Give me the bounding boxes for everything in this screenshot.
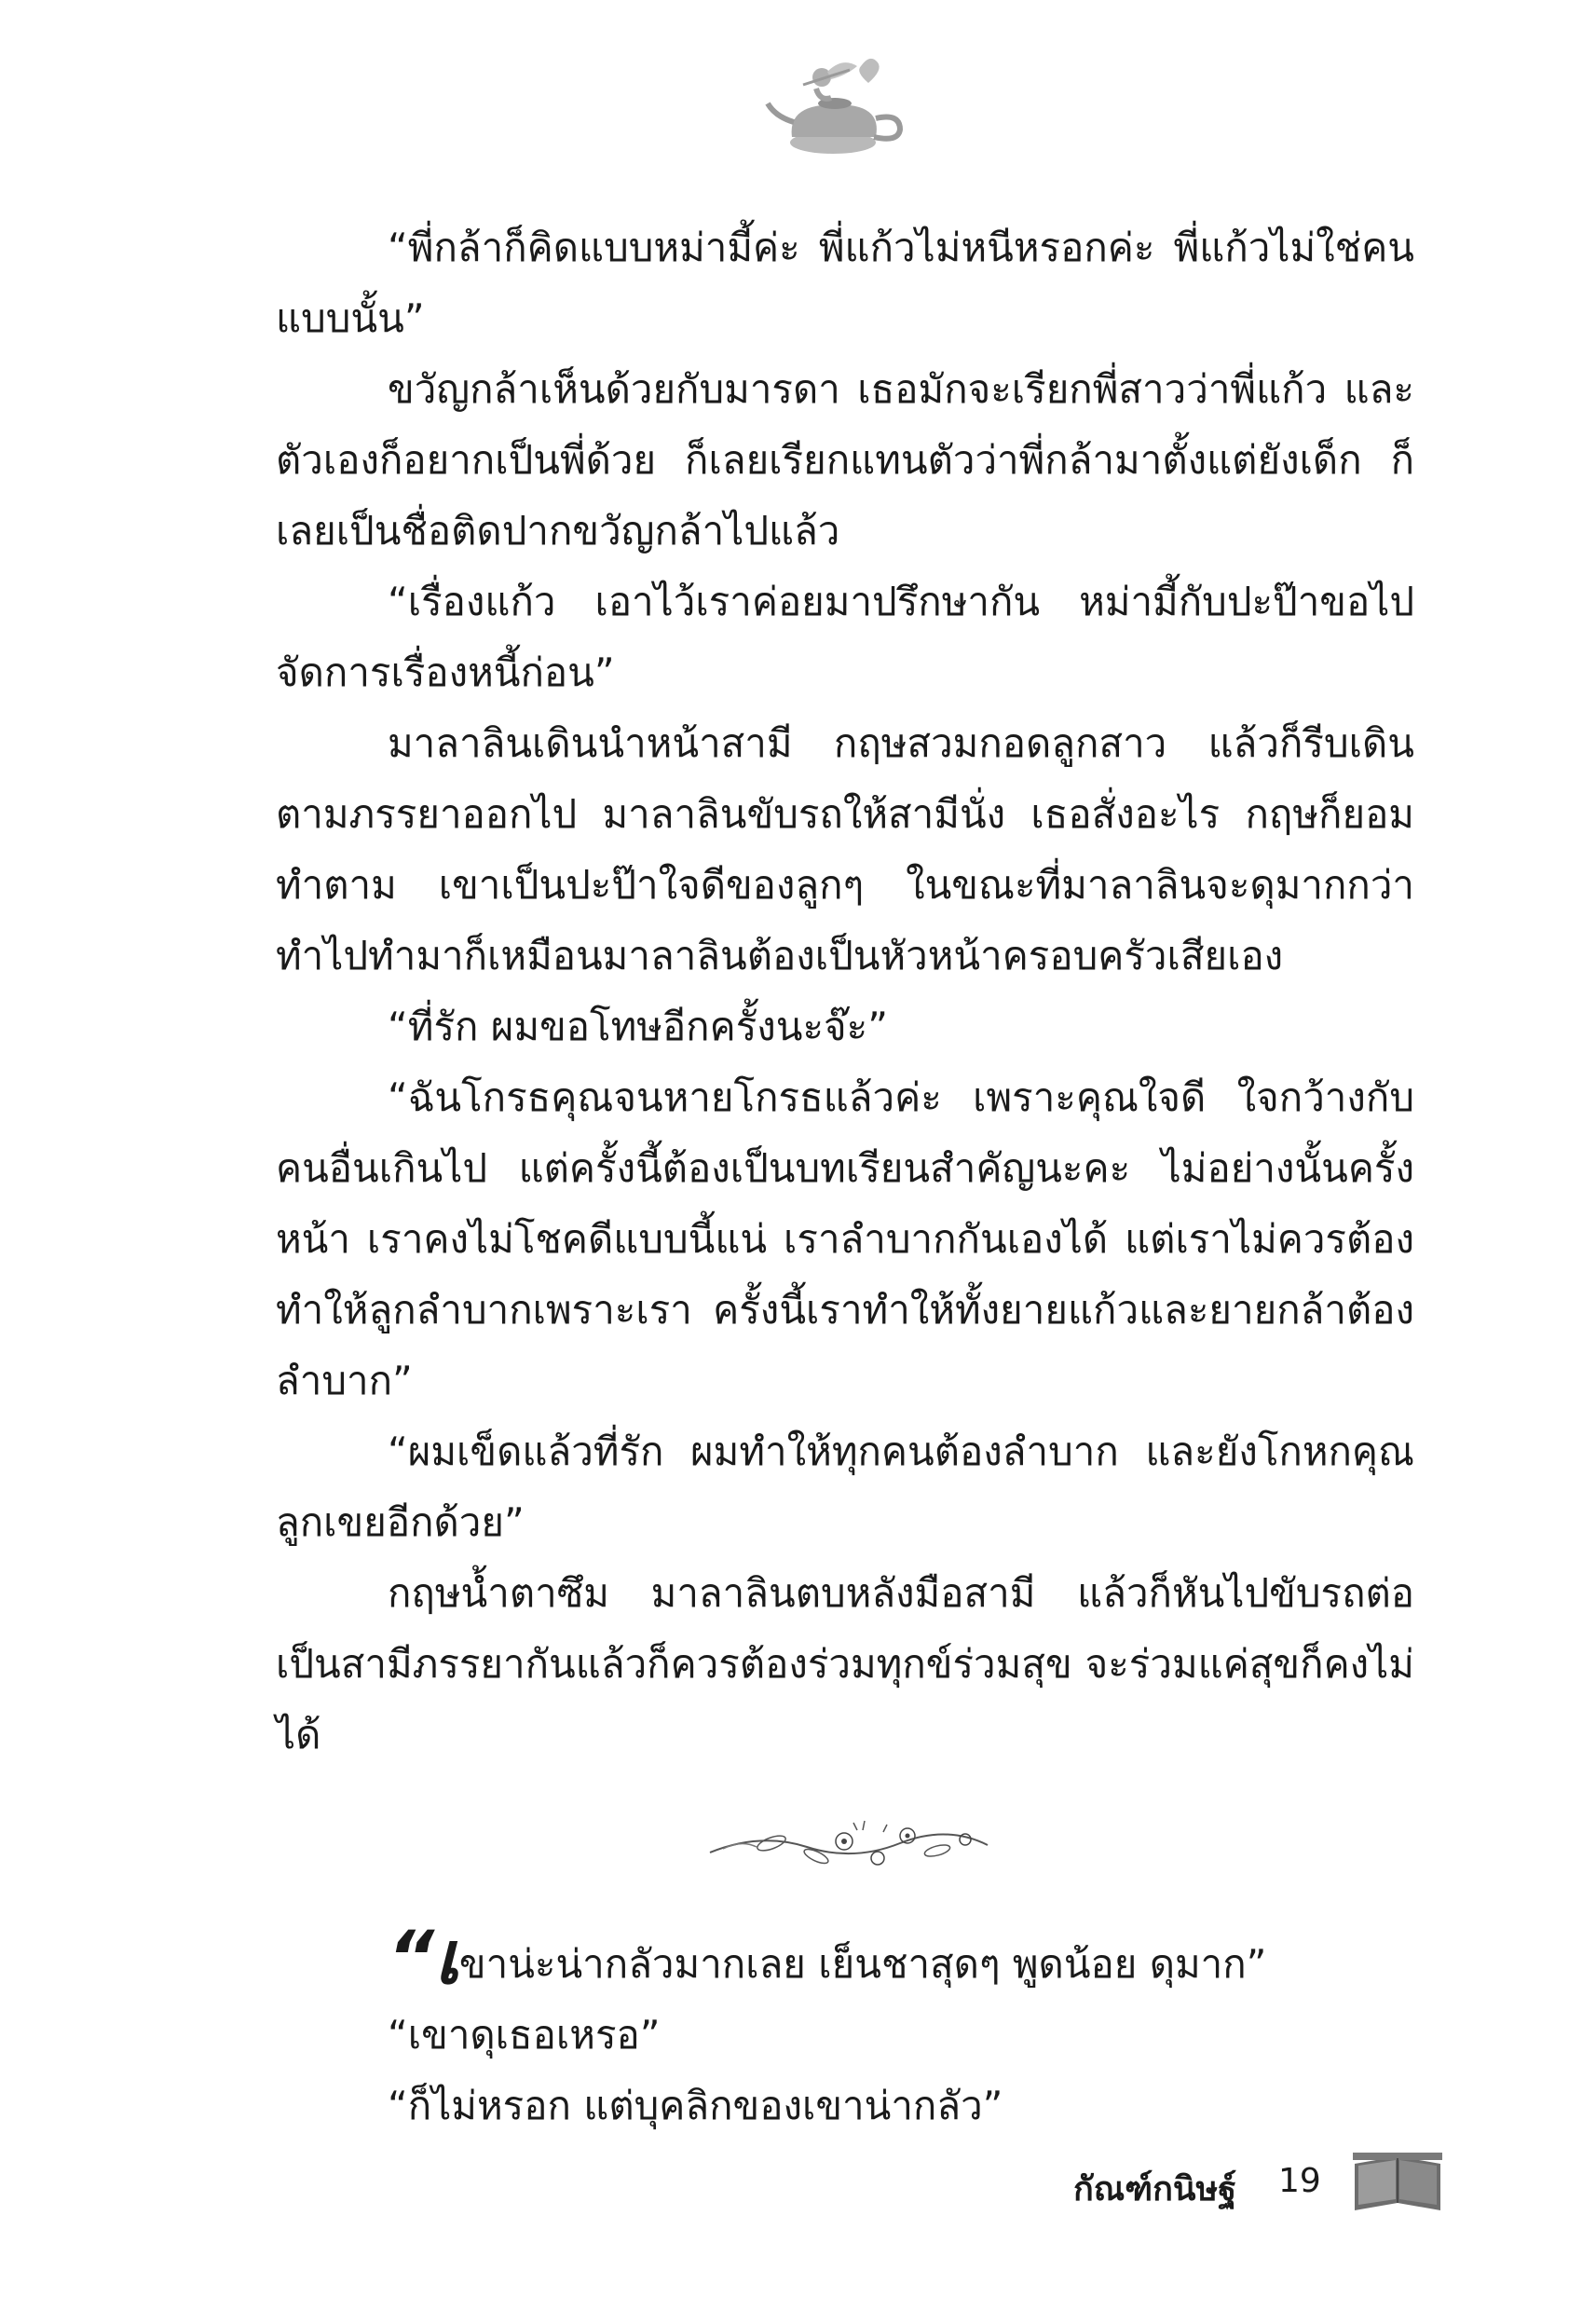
drop-cap: “เ xyxy=(388,1917,459,2001)
paragraph: มาลาลินเดินนำหน้าสามี กฤษสวมกอดลูกสาว แล้วก็รีบเดินตามภรรยาออกไป มาลาลินขับรถให้สามีนั่ง เธอสั่งอะไร กฤษก็ยอมทำตาม เขาเป็นปะป๊าใจดีของลูกๆ ในขณะที่มาลาลินจะดุมากกว่า ทำไปทำมาก็เหมือนมาลาลินต้องเป็นหัวหน้าครอบครัวเสียเอง xyxy=(276,720,1414,978)
first-line-text: ขาน่ะน่ากลัวมากเลย เย็นชาสุดๆ พูดน้อย ดุมาก” xyxy=(458,1941,1267,1987)
open-book-icon xyxy=(1349,2143,1446,2218)
paragraph: “เรื่องแก้ว เอาไว้เราค่อยมาปรึกษากัน หม่ามี้กับปะป๊าขอไปจัดการเรื่องหนี้ก่อน” xyxy=(276,579,1414,695)
paragraph: “ที่รัก ผมขอโทษอีกครั้งนะจ๊ะ” xyxy=(388,1004,888,1049)
dialogue-first-line xyxy=(276,1917,1414,2001)
paragraph: ขวัญกล้าเห็นด้วยกับมารดา เธอมักจะเรียกพี่สาวว่าพี่แก้ว และตัวเองก็อยากเป็นพี่ด้วย ก็เลยเรียกแทนตัวว่าพี่กล้ามาตั้งแต่ยังเด็ก ก็เลยเป็นชื่อติดปากขวัญกล้าไปแล้ว xyxy=(276,366,1414,554)
floral-vine-divider xyxy=(704,1815,993,1873)
body-text xyxy=(276,212,1414,1771)
page-number: 19 xyxy=(1278,2162,1321,2200)
paragraph: “ฉันโกรธคุณจนหายโกรธแล้วค่ะ เพราะคุณใจดี ใจกว้างกับคนอื่นเกินไป แต่ครั้งนี้ต้องเป็นบทเรียนสำคัญนะคะ ไม่อย่างนั้นครั้งหน้า เราคงไม่โชคดีแบบนี้แน่ เราลำบากกันเองได้ แต่เราไม่ควรต้องทำให้ลูกลำบากเพราะเรา ครั้งนี้เราทำให้ทั้งยายแก้วและยายกล้าต้องลำบาก” xyxy=(276,1074,1414,1403)
dialogue-line: “ก็ไม่หรอก แต่บุคลิกของเขาน่ากลัว” xyxy=(388,2083,1003,2128)
dialogue-section xyxy=(276,1917,1414,2141)
paragraph: “ผมเข็ดแล้วที่รัก ผมทำให้ทุกคนต้องลำบาก และยังโกหกคุณลูกเขยอีกด้วย” xyxy=(276,1429,1414,1545)
paragraph: “พี่กล้าก็คิดแบบหม่ามี้ค่ะ พี่แก้วไม่หนีหรอกค่ะ พี่แก้วไม่ใช่คนแบบนั้น” xyxy=(276,225,1414,341)
book-title: กัณฑ์กนิษฐ์ xyxy=(1073,2170,1237,2208)
teapot-cupid-icon xyxy=(760,51,909,163)
dialogue-line: “เขาดุเธอเหรอ” xyxy=(388,2012,661,2058)
paragraph: กฤษน้ำตาซึม มาลาลินตบหลังมือสามี แล้วก็หันไปขับรถต่อ เป็นสามีภรรยากันแล้วก็ควรต้องร่วมทุกข์ร่วมสุข จะร่วมแค่สุขก็คงไม่ได้ xyxy=(276,1570,1414,1757)
